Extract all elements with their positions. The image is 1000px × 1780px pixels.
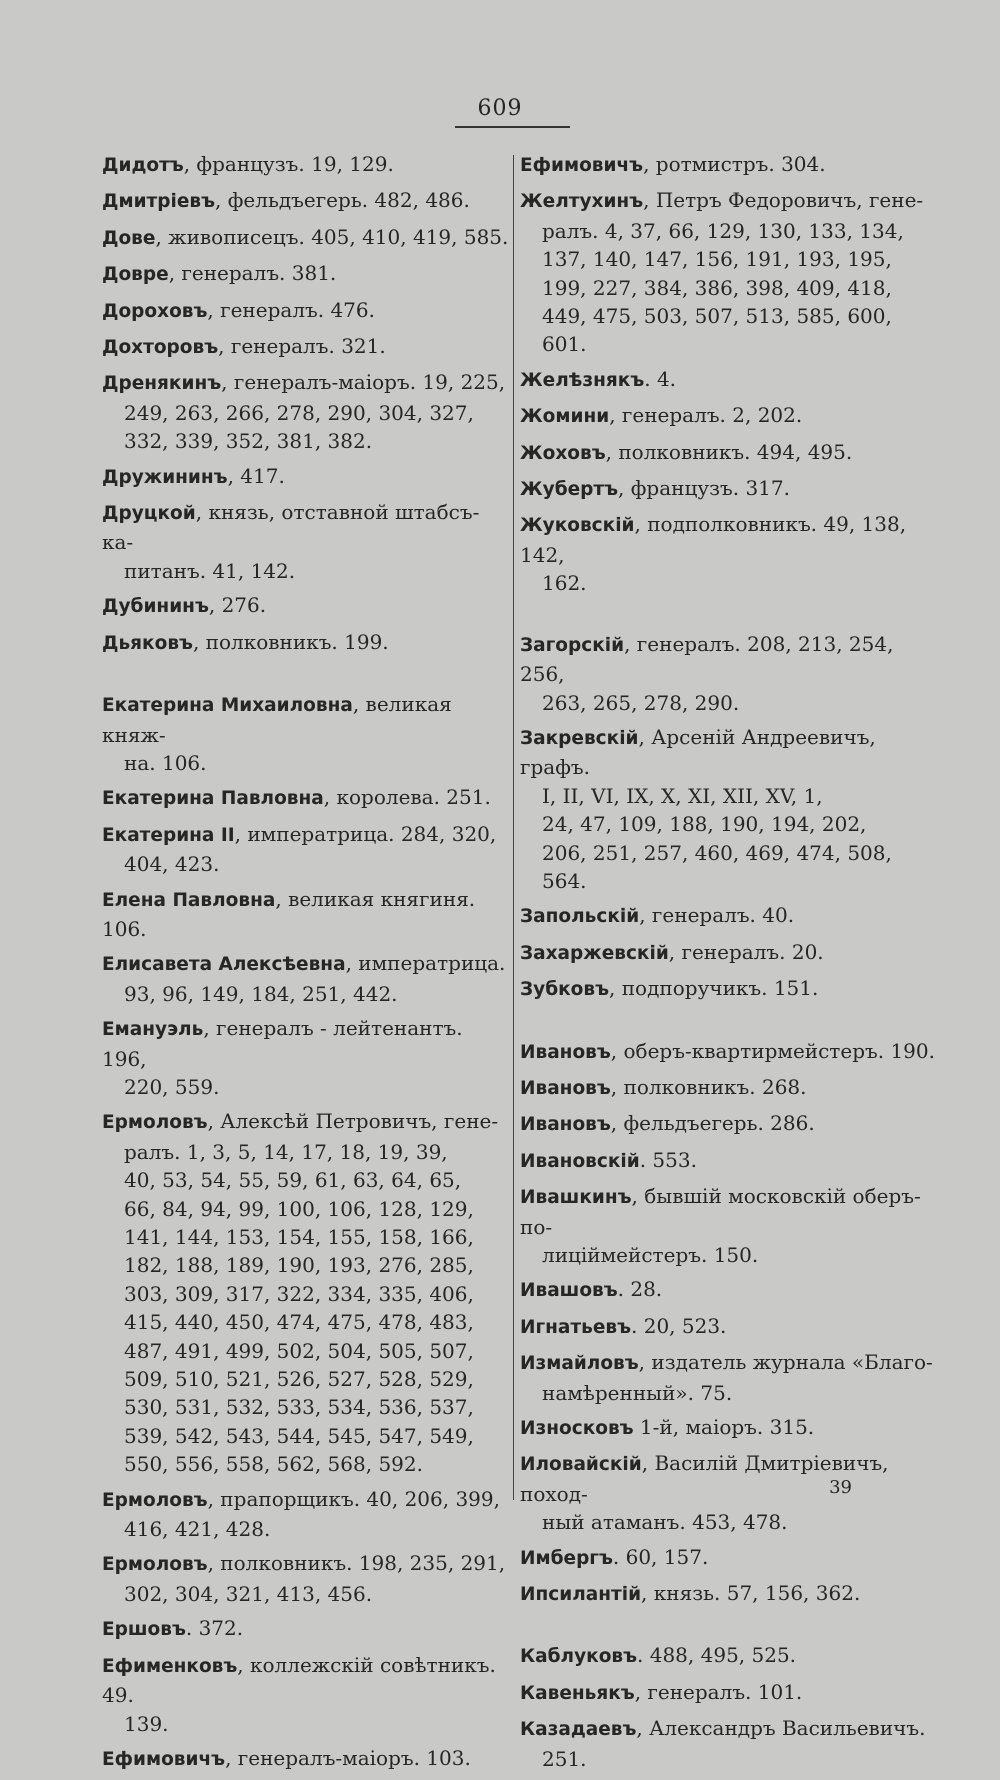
entry-name: Дружининъ: [102, 466, 228, 488]
entry-name: Износковъ: [520, 1418, 634, 1440]
entry-text: , королева. 251.: [323, 785, 491, 810]
entry-continuation: намѣренный». 75.: [542, 1380, 733, 1405]
index-entry: [102, 783, 510, 813]
signature-mark: 39: [829, 1477, 852, 1498]
entry-continuation: 139.: [124, 1711, 169, 1736]
entry-continuation: ралъ. 4, 37, 66, 129, 130, 133, 134,: [542, 218, 904, 243]
entry-text: , генералъ. 208, 213, 254, 256,: [520, 631, 894, 687]
index-entry: [520, 510, 940, 597]
entry-name: Довре: [102, 264, 169, 286]
index-entry: [102, 1549, 510, 1608]
entry-name: Запольскій: [520, 906, 640, 928]
entry-text: , полковникъ. 199.: [192, 629, 389, 654]
entry-name: Желтухинъ: [520, 191, 644, 213]
entry-text: , князь, отставной штабсъ-ка-: [102, 500, 480, 555]
index-entry: [102, 223, 510, 253]
entry-continuation: 40, 53, 54, 55, 59, 61, 63, 64, 65,: [124, 1168, 462, 1193]
entry-continuation: 564.: [542, 868, 587, 893]
entry-continuation: 206, 251, 257, 460, 469, 474, 508,: [542, 840, 892, 865]
entry-continuation: 303, 309, 317, 322, 334, 335, 406,: [124, 1281, 474, 1306]
letter-section-gap: [102, 664, 510, 690]
index-entry: [520, 723, 940, 895]
entry-continuation: 539, 542, 543, 544, 545, 547, 549,: [124, 1423, 474, 1448]
entry-text: , Александръ Васильевичъ.: [636, 1716, 926, 1741]
index-entry: [520, 901, 940, 931]
entry-continuation: 93, 96, 149, 184, 251, 442.: [124, 981, 398, 1006]
index-column-left: [102, 150, 510, 1780]
entry-name: Дьяковъ: [102, 632, 193, 654]
index-entry: [102, 628, 510, 658]
entry-continuation: 449, 475, 503, 507, 513, 585, 600,: [542, 304, 892, 329]
page-number: 609: [477, 96, 523, 121]
entry-text: , 276.: [208, 593, 267, 618]
index-entry: [102, 296, 510, 326]
entry-text: , великая княгиня. 106.: [102, 886, 476, 941]
entry-continuation: 530, 531, 532, 533, 534, 536, 537,: [124, 1395, 474, 1420]
index-entry: [102, 1744, 510, 1774]
entry-text: , подполковникъ. 49, 138, 142,: [520, 512, 907, 567]
index-entry: [520, 1678, 940, 1708]
entry-text: , Петръ Федоровичъ, гене-: [643, 188, 924, 213]
entry-text: , подпоручикъ. 151.: [609, 976, 819, 1001]
entry-name: Емануэль: [102, 1019, 204, 1041]
index-entry: [102, 332, 510, 362]
index-entry: [520, 938, 940, 968]
entry-continuation: питанъ. 41, 142.: [124, 558, 296, 583]
entry-continuation: 601.: [542, 332, 587, 357]
index-entry: [520, 1312, 940, 1342]
entry-text: , 417.: [227, 463, 285, 488]
entry-text: , Василій Дмитріевичъ, поход-: [520, 1451, 889, 1506]
index-entry: [520, 1146, 940, 1176]
index-entry: [520, 150, 940, 180]
entry-text: , генералъ - лейтенантъ. 196,: [102, 1016, 463, 1071]
index-entry: [520, 1348, 940, 1407]
entry-continuation: ралъ. 1, 3, 5, 14, 17, 18, 19, 39,: [124, 1139, 448, 1164]
entry-text: , генералъ. 40.: [639, 903, 795, 928]
index-entry: [102, 820, 510, 879]
index-entry: [520, 401, 940, 431]
entry-name: Ивановъ: [520, 1114, 611, 1136]
index-entry: [102, 949, 510, 1008]
entry-continuation: 220, 559.: [124, 1074, 220, 1099]
entry-name: Жоховъ: [520, 442, 606, 464]
entry-name: Загорскій: [520, 634, 625, 656]
entry-name: Ивашкинъ: [520, 1187, 632, 1209]
entry-text: , Алексѣй Петровичъ, гене-: [207, 1109, 499, 1134]
entry-name: Ермоловъ: [102, 1554, 208, 1576]
index-entry: [102, 186, 510, 216]
index-entry: [102, 259, 510, 289]
entry-name: Дохторовъ: [102, 337, 219, 359]
entry-continuation: 66, 84, 94, 99, 100, 106, 128, 129,: [124, 1196, 474, 1221]
entry-name: Екатерина Павловна: [102, 788, 324, 810]
index-entry: [520, 1579, 940, 1609]
entry-text: , прапорщикъ. 40, 206, 399,: [207, 1486, 500, 1511]
index-entry: [102, 1107, 510, 1478]
entry-continuation: 415, 440, 450, 474, 475, 478, 483,: [124, 1310, 474, 1335]
letter-section-gap: [520, 1615, 940, 1641]
entry-continuation: 332, 339, 352, 381, 382.: [124, 429, 373, 454]
entry-continuation: 509, 510, 521, 526, 527, 528, 529,: [124, 1367, 474, 1392]
entry-text: , императрица. 284, 320,: [234, 821, 497, 846]
entry-name: Жомини: [520, 406, 610, 428]
entry-name: Ермоловъ: [102, 1489, 208, 1511]
entry-name: Ивашовъ: [520, 1280, 618, 1302]
entry-continuation: 302, 304, 321, 413, 456.: [124, 1581, 373, 1606]
entry-text: , полковникъ. 494, 495.: [605, 439, 853, 464]
entry-text: , генералъ. 321.: [218, 334, 386, 359]
entry-text: , оберъ-квартирмейстеръ. 190.: [610, 1038, 935, 1063]
entry-continuation: 182, 188, 189, 190, 193, 276, 285,: [124, 1253, 474, 1278]
entry-name: Жуковскій: [520, 515, 635, 537]
entry-continuation: 263, 265, 278, 290.: [542, 690, 740, 715]
index-entry: [520, 974, 940, 1004]
entry-continuation: 487, 491, 499, 502, 504, 505, 507,: [124, 1338, 474, 1363]
entry-text: . 4.: [644, 366, 677, 391]
entry-name: Кавеньякъ: [520, 1682, 635, 1704]
entry-continuation: 137, 140, 147, 156, 191, 193, 195,: [542, 247, 892, 272]
entry-name: Елисавета Алексѣевна: [102, 954, 346, 976]
index-entry: [520, 186, 940, 358]
entry-text: , полковникъ. 268.: [610, 1074, 807, 1099]
index-entry: [520, 438, 940, 468]
index-entry: [520, 1449, 940, 1536]
entry-continuation: 162.: [542, 571, 587, 596]
entry-name: Измайловъ: [520, 1353, 639, 1375]
entry-text: , ротмистръ. 304.: [643, 152, 826, 176]
entry-continuation: 416, 421, 428.: [124, 1517, 271, 1542]
index-entry: [520, 1413, 940, 1443]
entry-text: , французъ. 317.: [618, 476, 790, 501]
index-entry: [102, 368, 510, 455]
entry-text: , генералъ. 381.: [168, 261, 337, 286]
index-entry: [102, 1485, 510, 1544]
index-entry: [102, 150, 510, 180]
entry-text: , французъ. 19, 129.: [183, 152, 394, 176]
entry-name: Дове: [102, 227, 156, 249]
entry-text: . 28.: [617, 1277, 663, 1302]
entry-name: Друцкой: [102, 503, 196, 525]
entry-name: Ивановъ: [520, 1077, 611, 1099]
index-entry: [520, 1275, 940, 1305]
entry-continuation: 199, 227, 384, 386, 398, 409, 418,: [542, 275, 892, 300]
entry-name: Ефимовичъ: [102, 1748, 226, 1770]
entry-name: Ефимовичъ: [520, 155, 644, 176]
entry-continuation: I, II, VI, IX, X, XI, XII, XV, 1,: [542, 783, 823, 808]
entry-name: Ивановъ: [520, 1041, 611, 1063]
entry-text: , Арсеній Андреевичъ, графъ.: [520, 724, 876, 780]
entry-text: 1-й, маіоръ. 315.: [633, 1415, 815, 1440]
index-entry: [520, 365, 940, 395]
entry-text: , генералъ-маіоръ. 103.: [225, 1745, 471, 1770]
entry-name: Игнатьевъ: [520, 1316, 631, 1338]
entry-continuation: 24, 47, 109, 188, 190, 194, 202,: [542, 812, 867, 837]
index-entry: [520, 1073, 940, 1103]
index-entry: [520, 1037, 940, 1067]
index-entry: [102, 1014, 510, 1101]
entry-name: Ефименковъ: [102, 1655, 238, 1677]
letter-section-gap: [520, 1011, 940, 1037]
entry-continuation: 141, 144, 153, 154, 155, 158, 166,: [124, 1225, 474, 1249]
entry-continuation: 249, 263, 266, 278, 290, 304, 327,: [124, 400, 474, 425]
entry-text: . 488, 495, 525.: [637, 1643, 797, 1668]
entry-continuation: 404, 423.: [124, 852, 220, 877]
entry-name: Желѣзнякъ: [520, 369, 645, 391]
entry-name: Жубертъ: [520, 479, 619, 501]
entry-text: . 372.: [185, 1616, 244, 1641]
entry-text: , генералъ-маіоръ. 19, 225,: [221, 370, 506, 395]
entry-name: Дмитріевъ: [102, 191, 216, 213]
index-entry: [520, 1714, 940, 1773]
index-entry: [102, 1614, 510, 1644]
page-number-rule: [455, 126, 570, 128]
index-column-right: [520, 150, 940, 1779]
entry-name: Закревскій: [520, 727, 639, 749]
entry-text: , фельдъегерь. 482, 486.: [215, 188, 470, 213]
entry-text: . 20, 523.: [631, 1313, 727, 1338]
entry-name: Иловайскій: [520, 1454, 642, 1476]
index-entry: [102, 885, 510, 944]
entry-text: , генералъ. 101.: [634, 1679, 803, 1704]
entry-text: , генералъ. 20.: [668, 939, 824, 964]
entry-text: , генералъ. 2, 202.: [609, 403, 803, 428]
entry-text: , князь. 57, 156, 362.: [641, 1581, 861, 1606]
entry-name: Екатерина II: [102, 824, 235, 846]
entry-name: Казадаевъ: [520, 1719, 637, 1741]
index-entry: [102, 498, 510, 585]
index-entry: [102, 462, 510, 492]
entry-name: Елена Павловна: [102, 889, 276, 911]
entry-name: Ипсилантій: [520, 1584, 642, 1606]
entry-name: Каблуковъ: [520, 1646, 638, 1668]
index-entry: [102, 591, 510, 621]
entry-name: Ермоловъ: [102, 1112, 208, 1134]
entry-name: Имбергъ: [520, 1547, 613, 1569]
index-entry: [520, 1109, 940, 1139]
entry-name: Дороховъ: [102, 300, 208, 322]
entry-text: , коллежскій совѣтникъ. 49.: [102, 1652, 496, 1708]
entry-continuation: 251.: [542, 1746, 587, 1771]
index-entry: [520, 1641, 940, 1671]
entry-name: Ивановскій: [520, 1150, 640, 1172]
entry-name: Екатерина Михаиловна: [102, 695, 353, 717]
entry-continuation: 550, 556, 558, 562, 568, 592.: [124, 1452, 423, 1477]
index-entry: [102, 690, 510, 777]
entry-name: Дидотъ: [102, 155, 184, 176]
letter-section-gap: [520, 604, 940, 630]
entry-continuation: лицiймейстеръ. 150.: [542, 1243, 759, 1267]
index-entry: [520, 474, 940, 504]
index-entry: [520, 630, 940, 717]
entry-text: , издатель журнала «Благо-: [638, 1350, 933, 1375]
entry-name: Захаржевскій: [520, 942, 669, 964]
entry-text: , великая княж-: [102, 692, 452, 747]
entry-text: . 553.: [639, 1147, 697, 1172]
entry-name: Ершовъ: [102, 1619, 186, 1641]
entry-text: , живописецъ. 405, 410, 419, 585.: [155, 224, 509, 249]
entry-name: Зубковъ: [520, 979, 609, 1001]
entry-name: Дренякинъ: [102, 373, 222, 395]
entry-name: Дубининъ: [102, 596, 209, 618]
entry-text: . 60, 157.: [612, 1544, 709, 1569]
index-entry: [520, 1543, 940, 1573]
entry-text: , бывшій московскій оберъ-по-: [520, 1184, 921, 1239]
index-entry: [102, 1651, 510, 1738]
index-entry: [520, 1182, 940, 1269]
entry-continuation: ный атаманъ. 453, 478.: [542, 1510, 788, 1535]
entry-text: , генералъ. 476.: [207, 297, 375, 322]
entry-continuation: на. 106.: [124, 750, 207, 775]
entry-text: , полковникъ. 198, 235, 291,: [207, 1551, 506, 1576]
entry-text: , фельдъегерь. 286.: [610, 1111, 815, 1136]
entry-text: , императрица.: [345, 951, 506, 976]
column-divider: [513, 155, 514, 1500]
